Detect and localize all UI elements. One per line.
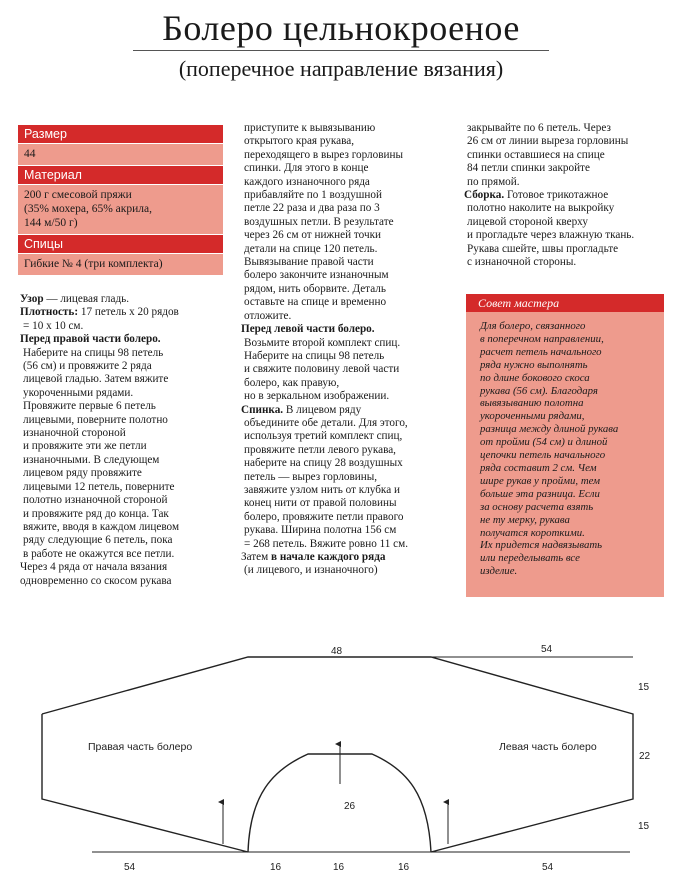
text-line: объедините обе детали. Для этого, — [244, 416, 408, 429]
tip-line: Для болеро, связанного — [480, 320, 586, 332]
dim-side-top: 15 — [638, 682, 650, 693]
text-line: (56 см) и провяжите 2 ряда — [23, 360, 152, 373]
text-line: приступите к вывязыванию — [244, 122, 376, 134]
pattern-diagram — [0, 630, 695, 873]
tip-line: больше эта разница. Если — [480, 487, 600, 500]
pattern-label: Узор — [20, 293, 44, 305]
label-left-part: Левая часть болеро — [499, 741, 597, 753]
text-line: в работе не окажутся все петли. — [23, 547, 175, 560]
text-line: одновременно со скосом рукава — [20, 574, 172, 587]
assembly-text-block — [464, 202, 674, 269]
closing-text — [464, 122, 674, 189]
text-line: Через 4 ряда от начала вязания — [20, 561, 168, 574]
text-line: лицевой гладью. Затем вяжите — [23, 373, 169, 386]
dim-top-width: 48 — [331, 646, 343, 657]
pattern-line — [20, 293, 225, 306]
tip-line: ряда составит 2 см. Чем — [480, 461, 597, 474]
label-right-part: Правая часть болеро — [88, 741, 193, 753]
text-line: спинки. Для этого в конце — [244, 162, 369, 175]
dim-bottom-mid-1: 16 — [270, 862, 282, 873]
text-line: лицевыми 12 петель, поверните — [23, 480, 175, 493]
text-line: 26 см от линии выреза горловины — [467, 135, 629, 148]
page-title: Болеро цельнокроеное — [162, 8, 520, 48]
dim-side-mid: 22 — [639, 751, 651, 762]
text-line: рядом, нить оборвите. Деталь — [244, 282, 386, 295]
text-line: лицевом ряду провяжите — [23, 467, 142, 480]
front-left-heading: Перед левой части болеро. — [241, 323, 375, 336]
density-label: Плотность: — [20, 306, 79, 319]
outline-left — [42, 714, 248, 852]
back-label: Спинка. — [241, 403, 284, 416]
assembly-text: Готовое трикотажное — [504, 189, 609, 202]
size-value: 44 — [18, 144, 223, 165]
text-line: и свяжите половину левой части — [244, 363, 400, 376]
text-line: болеро, как правую, — [244, 376, 340, 389]
density-line-2: = 10 х 10 см. — [23, 319, 84, 332]
instructions-column-3 — [464, 122, 674, 269]
dim-bottom-mid-2: 16 — [333, 862, 345, 873]
density-line — [20, 306, 225, 319]
assembly-label: Сборка. — [464, 189, 505, 202]
pattern-text: — лицевая гладь. — [43, 293, 130, 305]
tip-line: разница между длиной рукава — [480, 423, 619, 436]
text-line: и провяжите ряд до конца. Так — [23, 507, 169, 520]
tip-line: в поперечном направлении, — [480, 332, 604, 345]
material-line: (35% мохера, 65% акрила, — [24, 203, 152, 215]
text-line: прибавляйте по 1 воздушной — [244, 189, 382, 202]
tip-line: цепочки петель начального — [480, 449, 606, 462]
text-line: каждого изнаночного ряда — [244, 175, 370, 188]
needles-header: Спицы — [18, 235, 223, 253]
assembly-line — [464, 189, 674, 202]
text-line: через 26 см от нижней точки — [244, 229, 381, 242]
tip-line: укороченными рядами, — [480, 410, 585, 423]
tip-line: или переделывать все — [480, 552, 580, 565]
material-value — [18, 185, 223, 234]
text-line: оставьте на спице и временно — [244, 296, 387, 309]
tip-line: за основу расчета взять — [480, 500, 594, 513]
text-line: Возьмите второй комплект спиц. — [244, 336, 401, 349]
needles-value: Гибкие № 4 (три комплекта) — [18, 254, 223, 275]
text-line: Наберите на спицы 98 петель — [23, 346, 164, 359]
back-text: В лицевом ряду — [283, 403, 362, 416]
back-line — [241, 404, 451, 417]
text-line: болеро, провяжите петли правого — [244, 510, 404, 523]
text-line: (и лицевого, и изнаночного) — [244, 564, 378, 577]
text-line: спинки оставшиеся на спице — [467, 148, 605, 161]
tip-line: не ту мерку, рукава — [480, 513, 570, 526]
tip-line: ряда нужно выполнять — [480, 358, 588, 371]
text-line: детали на спице 120 петель. — [244, 242, 378, 255]
dim-bottom-right: 54 — [542, 862, 554, 873]
text-line: вяжите, вводя в каждом лицевом — [23, 520, 180, 533]
instructions-column-2 — [241, 122, 451, 578]
front-right-text — [20, 347, 225, 562]
text-line: рукава. Ширина полотна 156 см — [244, 524, 397, 537]
tip-line: от пройми (54 см) и длиной — [480, 436, 608, 449]
tip-line: получатся короткими. — [480, 526, 585, 539]
text-line: = 268 петель. Вяжите ровно 11 см. — [244, 537, 409, 550]
instructions-column-1 — [20, 293, 225, 588]
tip-line: вывязыванию полотна — [480, 397, 584, 410]
dim-neck-height: 26 — [344, 801, 356, 812]
dim-top-right: 54 — [541, 644, 553, 655]
specs-panel — [18, 124, 223, 275]
front-right-heading: Перед правой части болеро. — [20, 333, 161, 346]
text-line: воздушных петли. В результате — [244, 215, 394, 228]
text-line: изнаночной стороной — [23, 427, 126, 440]
material-line: 144 м/50 г) — [24, 217, 78, 229]
tip-line: расчет петель начального — [480, 345, 602, 358]
title-divider — [133, 50, 549, 51]
tip-line: изделие. — [480, 565, 518, 578]
text-line: открытого края рукава, — [244, 135, 355, 148]
master-tip-box — [466, 294, 664, 597]
text-line: изнаночными. В следующем — [23, 453, 160, 466]
text-line: ряду следующие 6 петель, пока — [23, 534, 173, 547]
front-left-text — [241, 337, 451, 404]
dim-side-bottom: 15 — [638, 821, 650, 832]
material-header: Материал — [18, 166, 223, 184]
dim-bottom-left: 54 — [124, 862, 136, 873]
size-header: Размер — [18, 125, 223, 143]
tip-header: Совет мастера — [466, 294, 664, 312]
tip-line: по длине бокового скоса — [480, 371, 590, 384]
text-line: Вывязывание правой части — [244, 256, 374, 269]
back-text-block — [241, 417, 451, 551]
text-line: Рукава сшейте, швы прогладьте — [467, 242, 619, 255]
text-line: наберите на спицу 28 воздушных — [244, 457, 403, 470]
text-line: петле 22 раза и два раза по 3 — [244, 202, 380, 215]
text-line: 84 петли спинки закройте — [467, 162, 590, 175]
text-line: по прямой. — [467, 175, 520, 188]
density-text: 17 петель х 20 рядов — [78, 306, 179, 319]
text-line: Провяжите первые 6 петель — [23, 400, 156, 413]
text-line: Затем в начале каждого ряда — [241, 551, 386, 563]
page-subtitle: (поперечное направление вязания) — [178, 56, 504, 81]
text-line: полотно наколите на выкройку — [467, 202, 615, 215]
text-line: с изнаночной стороны. — [467, 256, 577, 269]
text-line: петель — вырез горловины, — [244, 470, 378, 483]
tip-line: Их придется надвязывать — [480, 539, 603, 552]
text-line: завяжите узлом нить от клубка и — [244, 483, 400, 496]
material-line: 200 г смесовой пряжи — [24, 189, 132, 201]
text-line: Наберите на спицы 98 петель — [244, 349, 385, 362]
text-line: полотно изнаночной стороной — [23, 494, 168, 507]
text-line: переходящего в вырез горловины — [244, 148, 404, 161]
text-line: конец нити от правой половины — [244, 497, 397, 510]
dim-bottom-mid-3: 16 — [398, 862, 410, 873]
tip-line: рукава (56 см). Благодаря — [480, 384, 598, 397]
text-line: и провяжите эти же петли — [23, 440, 147, 453]
sleeve-text — [241, 122, 451, 323]
text-line: закрывайте по 6 петель. Через — [467, 122, 611, 134]
text-line: и прогладьте через влажную ткань. — [467, 229, 635, 242]
text-line: лицевой стороной кверху — [467, 215, 588, 228]
text-line: укороченными рядами. — [23, 386, 134, 399]
text-line: используя третий комплект спиц, — [244, 430, 403, 443]
text-line: отложите. — [244, 309, 292, 322]
text-line: лицевыми, поверните полотно — [23, 413, 168, 426]
text-line: но в зеркальном изображении. — [244, 390, 390, 403]
tip-body — [466, 312, 664, 578]
text-line: провяжите петли левого рукава, — [244, 443, 396, 456]
tip-line: шире рукав у пройми, тем — [480, 474, 601, 487]
text-line: болеро закончите изнаночным — [244, 269, 389, 282]
